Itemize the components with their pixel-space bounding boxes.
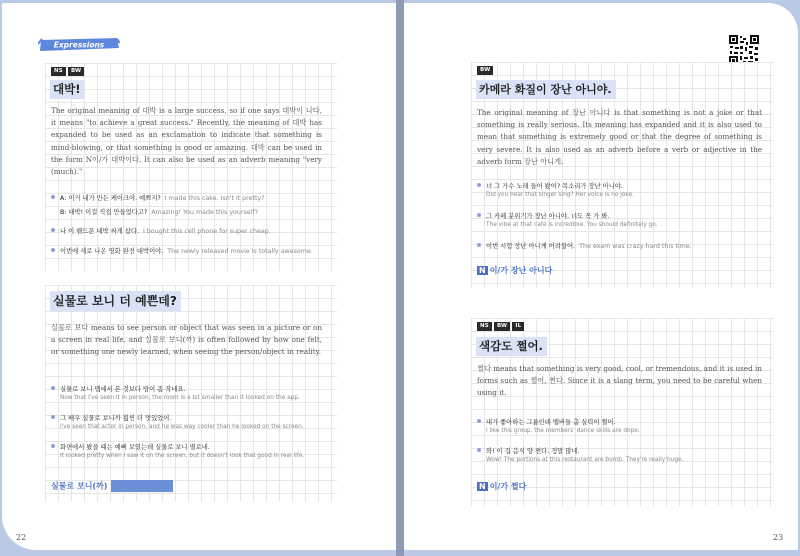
- tag-il: IL: [512, 322, 524, 331]
- tag-group: [477, 66, 493, 75]
- example-korean: 실물로 보니 맵에서 본 것보다 방이 좀 작네요.: [60, 386, 186, 393]
- example-korean: 나 이 핸드폰 대박 싸게 샀다. I bought this cell phone for super cheap.: [60, 228, 271, 235]
- page-number-left: 22: [16, 533, 27, 542]
- example-english: Wow! The portions at this restaurant are bomb. They're really huge.: [486, 457, 684, 463]
- heading-jangnan: 카메라 화질이 장난 아니야.: [476, 80, 616, 99]
- bullet-icon: [477, 213, 481, 217]
- example-english: I like this group. the members' dance skills are dope.: [486, 428, 640, 434]
- example-english: Did you hear that singer sing? Her voice is no joke.: [486, 192, 634, 198]
- tag-ns: NS: [51, 67, 66, 76]
- pattern-jangnan: [477, 265, 552, 276]
- bullet-icon: [51, 386, 55, 390]
- heading-jjeolda: 색감도 쩔어.: [476, 337, 547, 356]
- expressions-badge: [38, 38, 120, 51]
- heading-daebak: 대박!: [50, 80, 84, 99]
- example-korean: 내가 좋아하는 그룹인데 멤버들 춤 실력이 쩔어.: [486, 419, 616, 426]
- bullet-icon: [477, 419, 481, 423]
- book-spine: [396, 0, 404, 556]
- bullet-icon: [477, 448, 481, 452]
- pattern-label: 이/가 장난 아니다: [489, 266, 553, 275]
- pattern-jjeolda: [477, 481, 526, 492]
- example-english: The vibe at that café is incredible. You should definitely go.: [486, 222, 658, 228]
- bullet-icon: [51, 228, 55, 232]
- pattern-label: 실물로 보니(까): [51, 481, 108, 491]
- body-text-silmul: 실물로 보다 means to see person or object that was seen in a picture or on a screen in real life, and 실물로 보니(까) is often followed by how one felt, or something one newly learned, when seeing the person/object in reality.: [51, 323, 322, 357]
- example-korean: 그 배우 실물로 보니까 훨씬 더 멋있었어.: [60, 415, 172, 422]
- bullet-icon: [51, 195, 55, 199]
- example-english: Now that I've seen it in person, the room is a bit smaller than it looked on the app.: [60, 395, 300, 401]
- noun-marker: N: [479, 266, 486, 275]
- example-korean: 와! 이 집 음식 양 쩐다. 정말 많네.: [486, 448, 580, 455]
- bullet-icon: [477, 243, 481, 247]
- example-korean: 너 그 가수 노래 들어 봤어? 목소리가 장난 아니야.: [486, 183, 623, 190]
- example-english: It looked pretty when I saw it on the screen, but it doesn't look that good in real life.: [60, 453, 305, 459]
- body-text-jjeolda: 쩔다 means that something is very good, cool, or tremendous, and it is used in forms such as 쩔어, 쩐다. Since it is a slang term, you need to be careful when using it.: [477, 364, 762, 398]
- example-korean: 그 카페 분위기가 장난 아니야. 너도 꼭 가 봐.: [486, 213, 610, 220]
- pattern-label: 이/가 쩔다: [489, 482, 527, 491]
- tag-bw: BW: [494, 322, 510, 331]
- tag-bw: BW: [477, 66, 493, 75]
- tag-ns: NS: [477, 322, 492, 331]
- expressions-badge-label: Expressions: [53, 40, 105, 50]
- example-korean: 이번에 새로 나온 영화 완전 대박이야. The newly released movie is totally awesome.: [60, 248, 313, 255]
- example-korean: A: 이거 내가 만든 케이크야. 예쁘지? I made this cake. Isn't it pretty?: [60, 195, 265, 202]
- pattern-silmul: [51, 480, 173, 492]
- example-korean: 이번 시험 장난 아니게 어려웠어. The exam was crazy hard this time.: [486, 243, 692, 250]
- bullet-icon: [51, 248, 55, 252]
- blank-fill-box: [111, 480, 173, 492]
- page-number-right: 23: [773, 533, 784, 542]
- tag-bw: BW: [68, 67, 84, 76]
- entry-box-silmul: [45, 285, 337, 502]
- heading-silmul: 실물로 보니 더 예쁜데?: [50, 291, 181, 311]
- body-text-jangnan: The original meaning of 장난 아니다 is that something is not a joke or that something is really serious. Its meaning has expanded and it is also used to mean that something is extremely good or that the degree of something is very severe. It is also used as an adverb before a verb or adjective in the adverb form 장난 아니게.: [477, 108, 762, 166]
- noun-marker: N: [479, 482, 486, 491]
- bullet-icon: [477, 183, 481, 187]
- example-korean: 화면에서 봤을 때는 예뻐 보였는데 실물로 보니 별로네.: [60, 444, 210, 451]
- example-korean: B: 대박! 이걸 직접 만들었다고? Amazing! You made this yourself?: [60, 209, 258, 216]
- bullet-icon: [51, 415, 55, 419]
- tag-group: [51, 67, 84, 76]
- example-english: I've seen that actor in person, and he was way cooler than he looked on the screen.: [60, 424, 304, 430]
- body-text-daebak: The original meaning of 대박 is a large success, so if one says 대박이 나다, it means "to achieve a great success." Recently, the meaning of 대박 has expanded to be used as an exclamation to indicate that something is mind-blowing, or that something is good or amazing. 대박 can be used in the form N이/가 대박이다. It can also be used as an adverb meaning "very (much).": [51, 106, 322, 177]
- bullet-icon: [51, 444, 55, 448]
- tag-group: [477, 322, 524, 331]
